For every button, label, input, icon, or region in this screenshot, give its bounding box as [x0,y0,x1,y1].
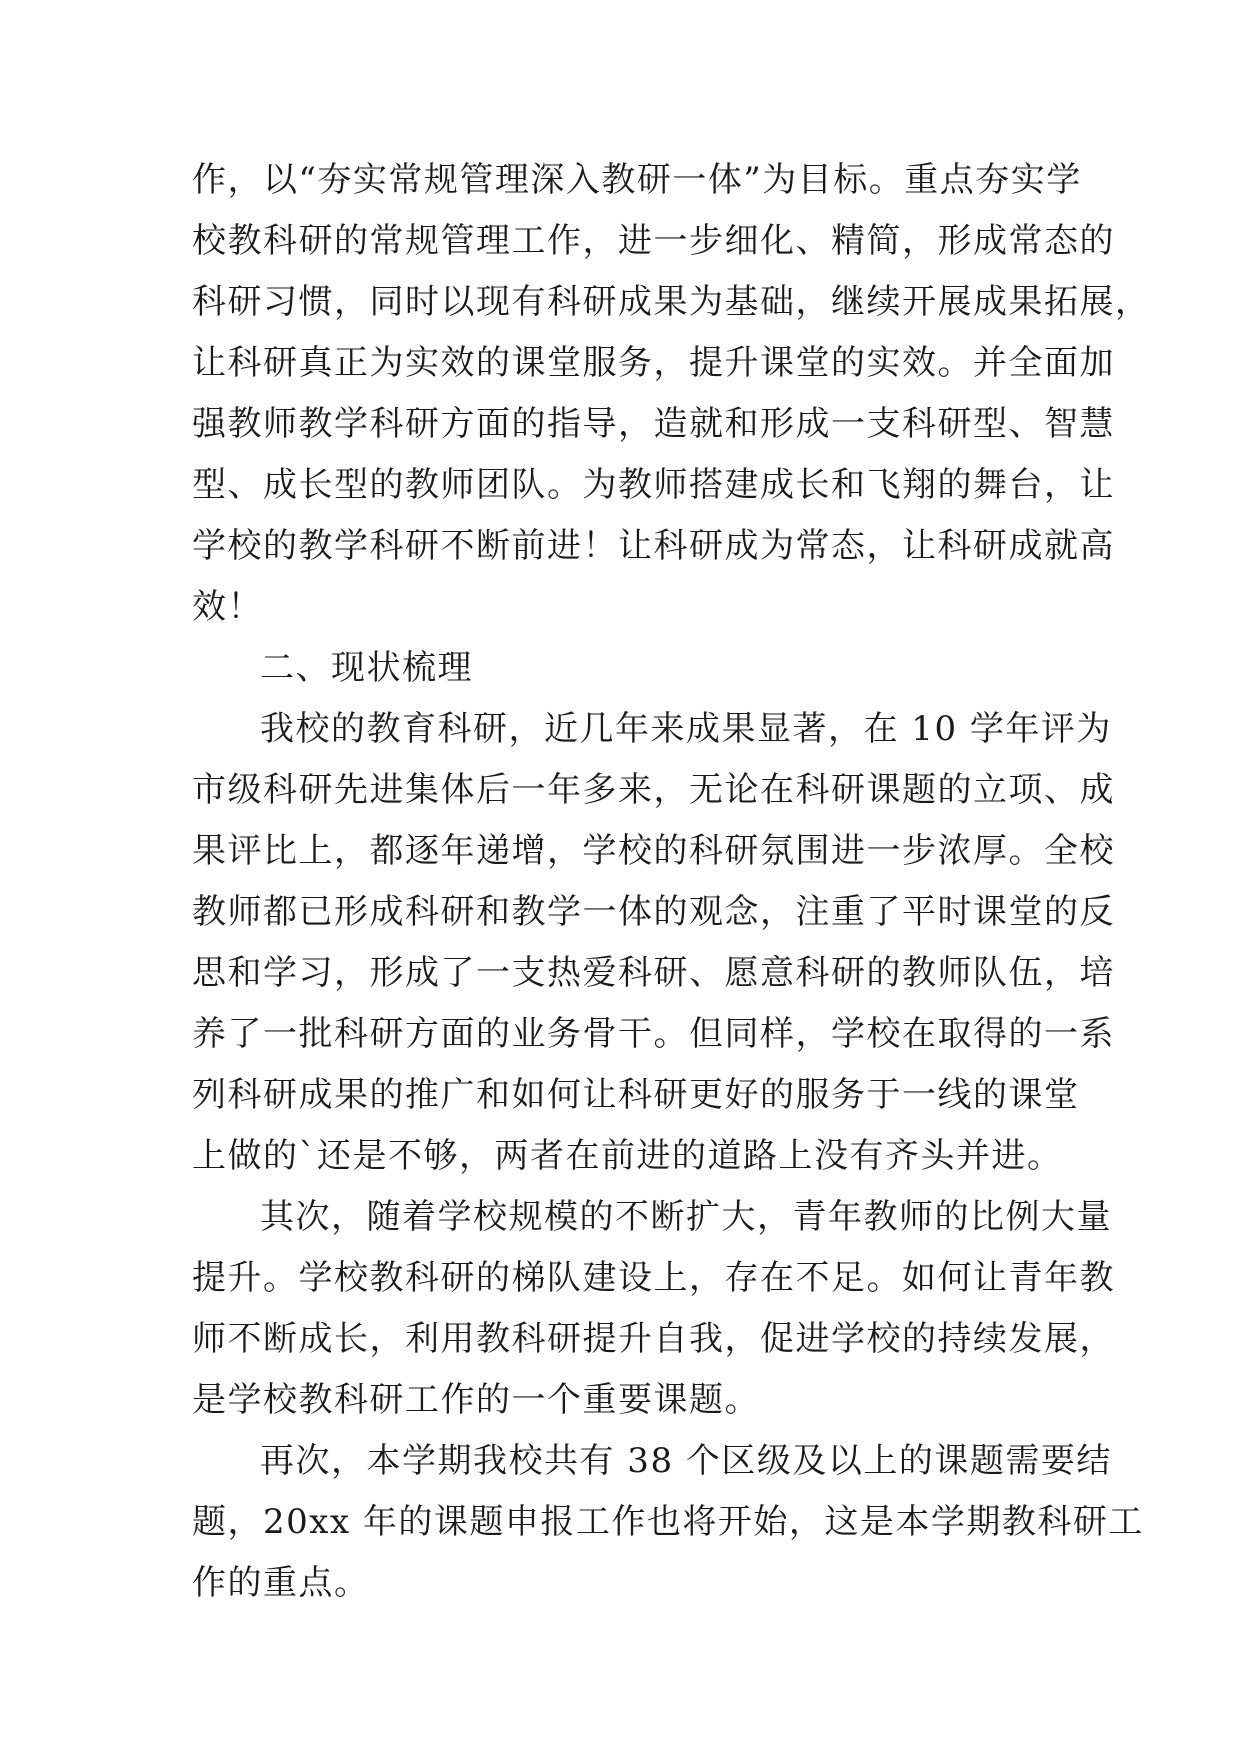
text-line: 作的重点。 [192,1563,370,1603]
text-line: 是学校教科研工作的一个重要课题。 [192,1380,760,1420]
paragraph-status [192,699,1115,1187]
text-line: 市级科研先进集体后一年多来，无论在科研课题的立项、成 [192,770,1115,810]
text-line: 校教科研的常规管理工作，进一步细化、精简，形成常态的 [192,221,1115,261]
text-line: 其次，随着学校规模的不断扩大，青年教师的比例大量 [260,1197,1112,1237]
text-line: 我校的教育科研，近几年来成果显著，在 10 学年评为 [260,709,1112,749]
text-line: 师不断成长，利用教科研提升自我，促进学校的持续发展， [192,1319,1115,1359]
document-page [192,150,1151,1614]
text-line: 果评比上，都逐年递增，学校的科研氛围进一步浓厚。全校 [192,831,1115,871]
text-line: 让科研真正为实效的课堂服务，提升课堂的实效。并全面加 [192,343,1115,383]
text-line: 再次，本学期我校共有 38 个区级及以上的课题需要结 [260,1441,1112,1481]
text-line: 学校的教学科研不断前进！让科研成为常态，让科研成就高 [192,526,1115,566]
text-line: 作，以“夯实常规管理深入教研一体”为目标。重点夯实学 [192,160,1082,200]
section-heading: 二、现状梳理 [260,648,473,688]
paragraph-third [192,1431,1144,1614]
text-line: 效！ [192,587,263,627]
paragraph-second [192,1187,1115,1431]
text-line: 提升。学校教科研的梯队建设上，存在不足。如何让青年教 [192,1258,1115,1298]
text-line: 教师都已形成科研和教学一体的观念，注重了平时课堂的反 [192,892,1115,932]
text-line: 型、成长型的教师团队。为教师搭建成长和飞翔的舞台，让 [192,465,1115,505]
text-line: 思和学习，形成了一支热爱科研、愿意科研的教师队伍，培 [192,953,1115,993]
text-line: 科研习惯，同时以现有科研成果为基础，继续开展成果拓展， [192,282,1151,322]
text-line: 上做的`还是不够，两者在前进的道路上没有齐头并进。 [192,1136,1063,1176]
paragraph-intro [192,150,1151,638]
text-line: 强教师教学科研方面的指导，造就和形成一支科研型、智慧 [192,404,1115,444]
text-line: 养了一批科研方面的业务骨干。但同样，学校在取得的一系 [192,1014,1115,1054]
text-line: 列科研成果的推广和如何让科研更好的服务于一线的课堂 [192,1075,1080,1115]
text-line: 题，20xx 年的课题申报工作也将开始，这是本学期教科研工 [192,1502,1144,1542]
